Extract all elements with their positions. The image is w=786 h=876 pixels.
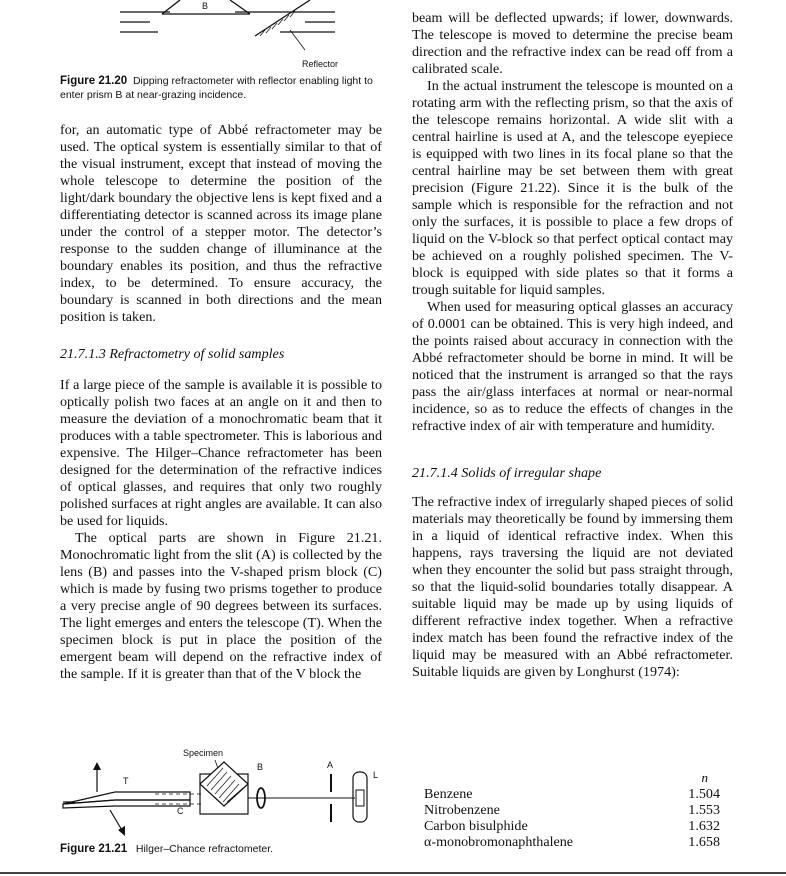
liquid-index: 1.553 [688,802,720,818]
right-paragraph-4: The refractive index of irregularly shaped pieces of solid materials may theoretically be found by immersing them in a liquid of identical refractive index. When this happens, rays traversing the liquid are not deviated when they encounter the solid but pass straight through, so that the liquid-solid boundaries totally disappear. A suitable liquid may be made up by using liquids of different refractive index together. When a refractive index match has been found the refractive index of the liquid may be measured with an Abbé refractometer. Suitable liquids are given by Longhurst (1974): [412,494,733,680]
right-column [412,10,733,681]
left-paragraph-3: The optical parts are shown in Figure 21.21. Monochromatic light from the slit (A) is collected by the lens (B) and passes into the V-shaped prism block (C) which is made by fusing two prisms together to produce a very precise angle of 90 degrees between its surfaces. The light emerges and enters the telescope (T). When the specimen block is put in place the position of the emergent beam will depend on the refractive index of the sample. If it is greater than that of the V block the [60,530,382,682]
left-column [60,122,382,683]
fig20-label-b: B [202,1,209,11]
liquid-index: 1.504 [688,786,720,802]
fig21-label-a: A [327,760,334,770]
table-row [424,786,720,802]
liquid-name: α-monobromonaphthalene [424,834,574,850]
figure-21-21-number: Figure 21.21 [60,843,128,855]
fig20-label-reflector: Reflector [302,59,339,69]
table-header-row [424,770,720,786]
right-paragraph-3: When used for measuring optical glasses an accuracy of 0.0001 can be obtained. This is very high indeed, and the points raised about accuracy in connection with the Abbé refractometer should be borne in mind. It will be noticed that the instrument is arranged so that the rays pass the air/glass interfaces at normal or near-normal incidence, so as to reduce the effects of changes in the refractive index of air with temperature and humidity. [412,299,733,434]
table-row [424,834,720,850]
liquid-index: 1.632 [688,818,720,834]
fig21-label-specimen: Specimen [183,748,224,758]
left-paragraph-2: If a large piece of the sample is available it is possible to optically polish two faces at an angle on it and then to measure the deviation of a monochromatic beam that it produces with a table spectrometer. This is laborious and expensive. The Hilger–Chance refractometer has been designed for the determination of the refractive indices of optical glasses, and requires that only two roughly polished surfaces at right angles are available. It can also be used for liquids. [60,377,382,529]
liquid-index: 1.658 [688,834,720,850]
liquid-name: Carbon bisulphide [424,818,528,834]
figure-21-20-diagram [110,0,360,72]
table-row [424,802,720,818]
fig21-label-c: C [177,806,184,816]
figure-21-20-number: Figure 21.20 [60,75,128,87]
table-row [424,818,720,834]
page-bottom-rule [0,872,786,874]
right-paragraph-2: In the actual instrument the telescope is mounted on a rotating arm with the reflecting prism, so that the axis of the telescope remains horizontal. A wide slit with a central hairline is used at A, and the telescope eyepiece is equipped with two lines in its focal plane so that the central hairline may be set between them with great precision (Figure 21.22). Since it is the bulk of the sample which is responsible for the refraction and not only the surfaces, it is possible to place a few drops of liquid on the V-block so that perfect optical contact may be achieved on a roughly polished specimen. The V-block is equipped with side plates so that it forms a trough suitable for liquid samples. [412,78,733,298]
refractive-index-header: n [701,770,708,785]
fig21-label-t: T [123,776,129,786]
liquid-name: Nitrobenzene [424,802,500,818]
right-paragraph-1: beam will be deflected upwards; if lower, downwards. The telescope is moved to determine the precise beam direction and the refractive index can be read off from a calibrated scale. [412,10,733,77]
figure-21-20-caption [60,74,380,102]
figure-21-20-caption-text: Dipping refractometer with reflector enabling light to enter prism B at near-grazing incidence. [60,75,373,101]
left-paragraph-1: for, an automatic type of Abbé refractometer may be used. The optical system is essentially similar to that of the visual instrument, except that instead of moving the whole telescope to determine the position of the light/dark boundary the objective lens is kept fixed and a differentiating detector is scanned across its image plane under the control of a stepper motor. The detector’s response to the sudden change of illuminance at the boundary enables its position, and thus the refractive index, to be determined. To ensure accuracy, the boundary is scanned in both directions and the mean position is taken. [60,122,382,325]
figure-21-21-diagram [55,740,395,840]
section-heading-21-7-1-3: 21.7.1.3 Refractometry of solid samples [60,346,285,362]
fig21-label-b: B [257,762,264,772]
figure-21-21-caption-text: Hilger–Chance refractometer. [135,843,274,855]
section-heading-21-7-1-4: 21.7.1.4 Solids of irregular shape [412,465,602,481]
liquid-name: Benzene [424,786,473,802]
figure-21-21-caption [60,842,380,856]
refractive-liquids-table [424,770,720,850]
fig21-label-l: L [373,770,379,780]
